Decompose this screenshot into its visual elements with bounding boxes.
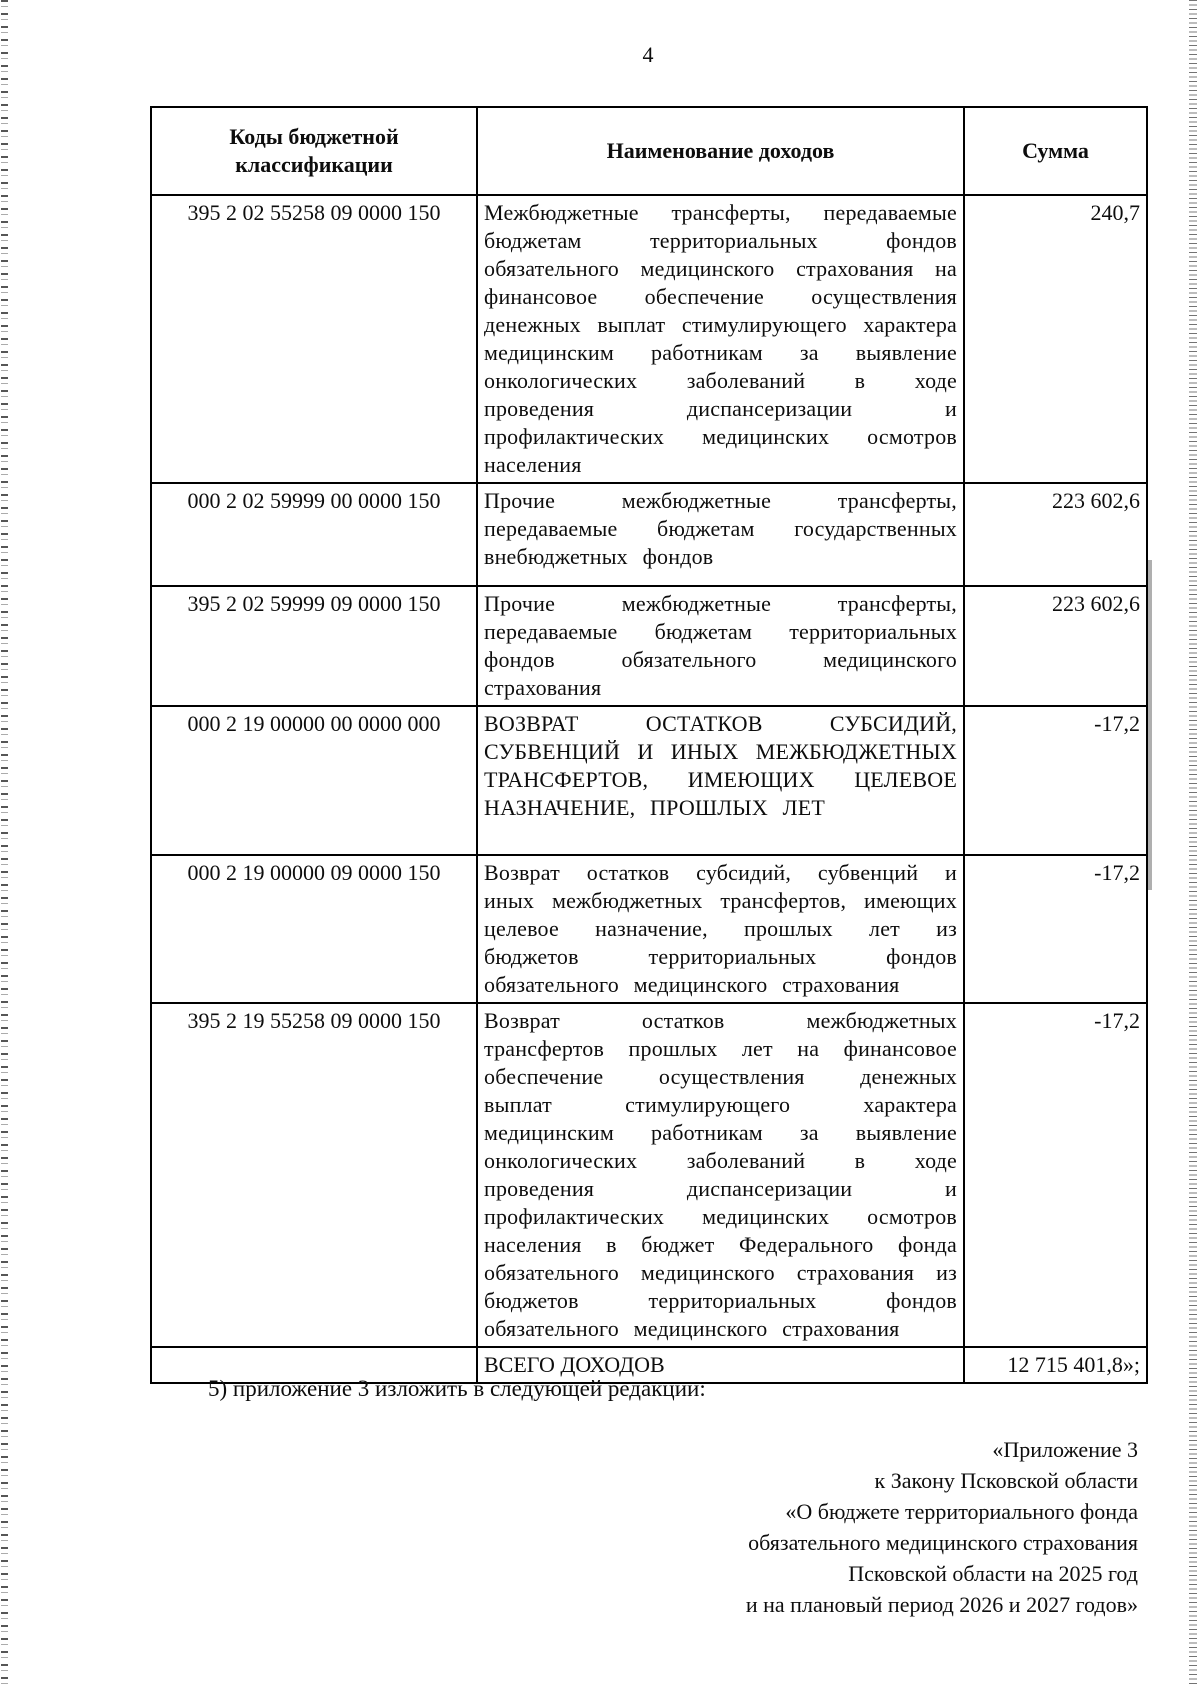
code-cell: 395 2 02 59999 09 0000 150 xyxy=(151,586,477,706)
scan-noise-left-edge xyxy=(1,0,8,1686)
code-cell: 000 2 02 59999 00 0000 150 xyxy=(151,483,477,586)
name-cell: Прочие межбюджетные трансферты, передаваемые бюджетам государственных внебюджетных фондов xyxy=(477,483,964,586)
sum-cell: 223 602,6 xyxy=(964,483,1147,586)
column-header-sum: Сумма xyxy=(964,107,1147,195)
appendix-line: Псковской области на 2025 год xyxy=(848,1561,1138,1586)
total-label-cell: ВСЕГО ДОХОДОВ xyxy=(477,1347,964,1383)
table-row xyxy=(151,586,1147,706)
appendix-line: и на плановый период 2026 и 2027 годов» xyxy=(745,1592,1138,1617)
code-cell: 000 2 19 00000 00 0000 000 xyxy=(151,706,477,855)
code-cell: 395 2 19 55258 09 0000 150 xyxy=(151,1003,477,1347)
scan-noise-right-edge xyxy=(1189,0,1197,1686)
name-cell: Межбюджетные трансферты, передаваемые бюджетам территориальных фондов обязательного медицинского страхования на финансовое обеспечение осуществления денежных выплат стимулирующего характера медицинским работникам за выявление онкологических заболеваний в ходе проведения диспансеризации и профилактических медицинских осмотров населения xyxy=(477,195,964,483)
name-cell: Возврат остатков межбюджетных трансфертов прошлых лет на финансовое обеспечение осуществления денежных выплат стимулирующего характера медицинским работникам за выявление онкологических заболеваний в ходе проведения диспансеризации и профилактических медицинских осмотров населения в бюджет Федерального фонда обязательного медицинского страхования из бюджетов территориальных фондов обязательного медицинского страхования xyxy=(477,1003,964,1347)
column-header-codes: Коды бюджетной классификации xyxy=(151,107,477,195)
name-cell: Прочие межбюджетные трансферты, передаваемые бюджетам территориальных фондов обязательного медицинского страхования xyxy=(477,586,964,706)
table-row xyxy=(151,1003,1147,1347)
appendix-line: «Приложение 3 xyxy=(992,1437,1138,1462)
name-cell: Возврат остатков субсидий, субвенций и иных межбюджетных трансфертов, имеющих целевое назначение, прошлых лет из бюджетов территориальных фондов обязательного медицинского страхования xyxy=(477,855,964,1003)
appendix-line: к Закону Псковской области xyxy=(874,1468,1138,1493)
table-row xyxy=(151,855,1147,1003)
total-sum-cell: 12 715 401,8»; xyxy=(964,1347,1147,1383)
sum-cell: -17,2 xyxy=(964,1003,1147,1347)
budget-revenue-table xyxy=(150,106,1148,1384)
revenue-table-container xyxy=(150,106,1146,1384)
sum-cell: -17,2 xyxy=(964,706,1147,855)
clause-paragraph: 5) приложение 3 изложить в следующей редакции: xyxy=(208,1376,706,1401)
page-number: 4 xyxy=(642,42,654,67)
table-row xyxy=(151,483,1147,586)
table-row xyxy=(151,706,1147,855)
sum-cell: -17,2 xyxy=(964,855,1147,1003)
code-cell: 395 2 02 55258 09 0000 150 xyxy=(151,195,477,483)
name-cell: ВОЗВРАТ ОСТАТКОВ СУБСИДИЙ, СУБВЕНЦИЙ И ИНЫХ МЕЖБЮДЖЕТНЫХ ТРАНСФЕРТОВ, ИМЕЮЩИХ ЦЕЛЕВОЕ НАЗНАЧЕНИЕ, ПРОШЛЫХ ЛЕТ xyxy=(477,706,964,855)
appendix-line: «О бюджете территориального фонда xyxy=(785,1499,1138,1524)
table-row xyxy=(151,195,1147,483)
appendix-line: обязательного медицинского страхования xyxy=(748,1530,1138,1555)
column-header-name: Наименование доходов xyxy=(477,107,964,195)
table-header-row xyxy=(151,107,1147,195)
sum-cell: 223 602,6 xyxy=(964,586,1147,706)
code-cell: 000 2 19 00000 09 0000 150 xyxy=(151,855,477,1003)
sum-cell: 240,7 xyxy=(964,195,1147,483)
appendix-reference-block xyxy=(150,1434,1138,1620)
